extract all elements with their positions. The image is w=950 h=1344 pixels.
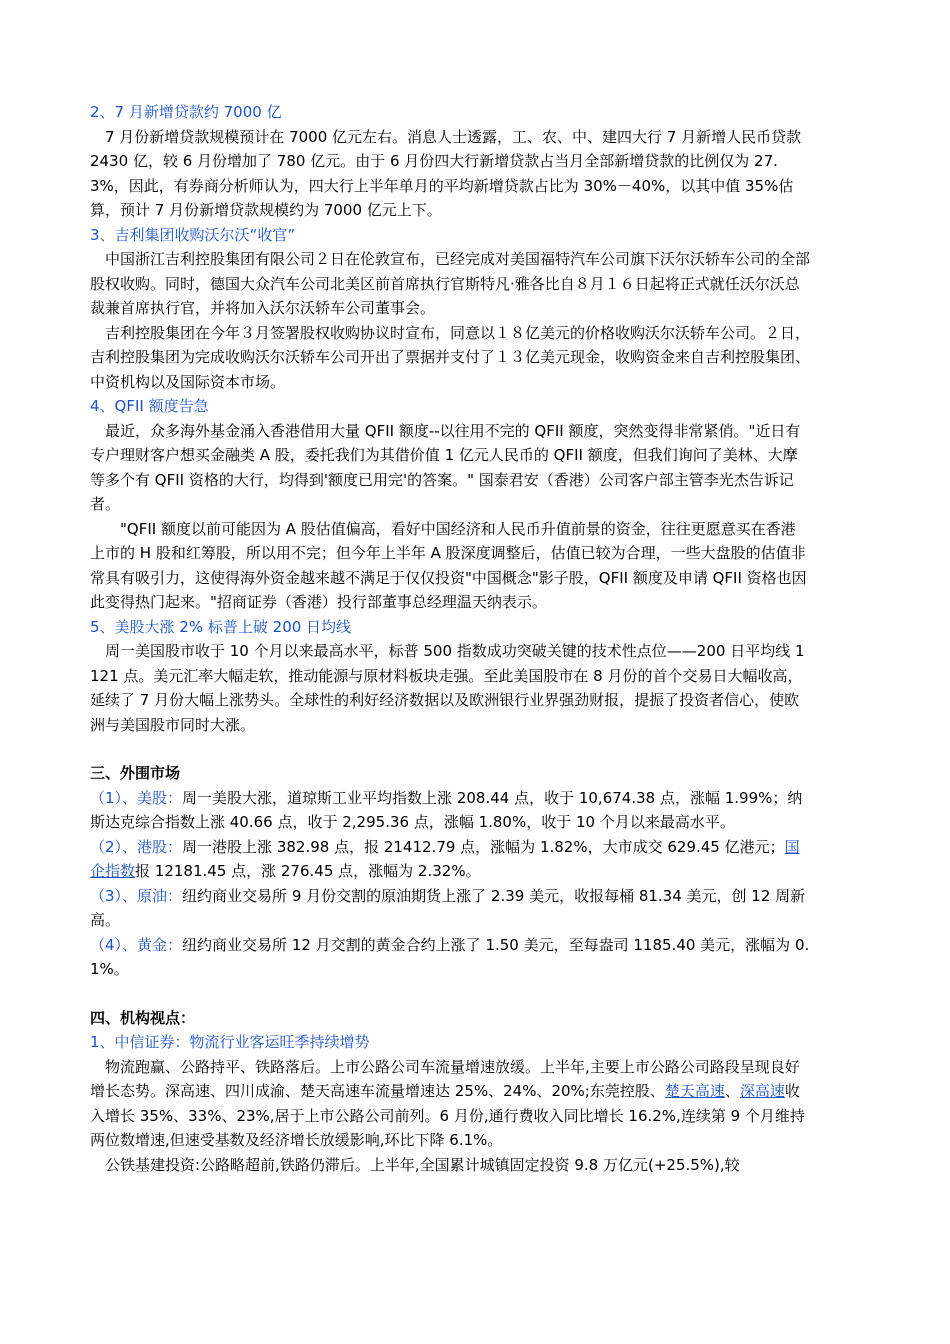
section-heading-qfii: 4、QFII 额度告急 xyxy=(90,397,209,415)
market-item-oil xyxy=(90,884,810,933)
paragraph-infrastructure: 公铁基建投资:公路略超前,铁路仍滞后。上半年,全国累计城镇固定投资 9.8 万亿元(+25.5%),较 xyxy=(105,1155,740,1174)
market-text-hk-a: 周一港股上涨 382.98 点，报 21412.79 点，涨幅为 1.82%，大市成交 629.45 亿港元； xyxy=(182,837,785,856)
paragraph-qfii-1: 最近，众多海外基金涌入香港借用大量 QFII 额度--以往用不完的 QFII 额度，突然变得非常紧俏。"近日有专户理财客户想买金融类 A 股，委托我们为其借价值 1 亿元人民币的 QFII 额度，但我们询问了美林、大摩等多个有 QFII 资格的大行，均得到'额度已用完'的答案。" 国泰君安（香港）公司客户部主管李光杰告诉记者。 xyxy=(90,421,801,513)
section-heading-geely: 3、吉利集团收购沃尔沃“收官” xyxy=(90,225,296,244)
paragraph-geely-2: 吉利控股集团在今年３月签署股权收购协议时宣布，同意以１８亿美元的价格收购沃尔沃轿车公司。２日，吉利控股集团为完成收购沃尔沃轿车公司开出了票据并支付了１３亿美元现金，收购资金来自吉利控股集团、中资机构以及国际资本市场。 xyxy=(90,323,811,391)
market-text-gold: 纽约商业交易所 12 月交割的黄金合约上涨了 1.50 美元，至每盎司 1185.40 美元，涨幅为 0.1%。 xyxy=(90,935,810,978)
logistics-text-a: 物流跑赢、公路持平、铁路落后。上市公路公司车流量增速放缓。上半年,主要上市公路公司路段呈现良好增长态势。深高速、四川成渝、楚天高速车流量增速达 25%、24%、20%;东莞控股、 xyxy=(90,1057,800,1100)
section-heading-institutions: 四、机构视点： xyxy=(90,1008,196,1027)
market-item-gold xyxy=(90,933,810,982)
market-item-us xyxy=(90,786,810,835)
paragraph-qfii-2: "QFII 额度以前可能因为 A 股估值偏高，看好中国经济和人民币升值前景的资金，往往更愿意买在香港上市的 H 股和红筹股，所以用不完；但今年上半年 A 股深度调整后，估值已较为合理，一些大盘股的估值非常具有吸引力，这使得海外资金越来越不满足于仅仅投资"中国概念"影子股，QFII 额度及申请 QFII 资格也因此变得热门起来。"招商证券（香港）投行部董事总经理温天纳表示。 xyxy=(90,519,807,611)
market-text-oil: 纽约商业交易所 9 月份交割的原油期货上涨了 2.39 美元，收报每桶 81.34 美元，创 12 周新高。 xyxy=(90,886,806,929)
section-heading-us-stocks: 5、美股大涨 2% 标普上破 200 日均线 xyxy=(90,617,352,636)
paragraph-loans: 7 月份新增贷款规模预计在 7000 亿元左右。消息人士透露，工、农、中、建四大行 7 月新增人民币贷款 2430 亿，较 6 月份增加了 780 亿元。由于 6 月份四大行新增贷款占当月全部新增贷款的比例仅为 27.3%，因此，有券商分析师认为，四大行上半年单月的平均新增贷款占比为 30%－40%，以其中值 35%估算，预计 7 月份新增贷款规模约为 7000 亿元上下。 xyxy=(90,127,802,219)
section-heading-loans: 2、7 月新增贷款约 7000 亿 xyxy=(90,103,282,121)
paragraph-geely-1: 中国浙江吉利控股集团有限公司２日在伦敦宣布，已经完成对美国福特汽车公司旗下沃尔沃轿车公司的全部股权收购。同时，德国大众汽车公司北美区前首席执行官斯特凡·雅各比自８月１６日起将正式就任沃尔沃总裁兼首席执行官，并将加入沃尔沃轿车公司董事会。 xyxy=(90,250,811,317)
section-heading-external-markets: 三、外围市场 xyxy=(90,764,181,782)
market-label-gold: （4）、黄金： xyxy=(90,935,183,954)
market-text-hk-b: 报 12181.45 点，涨 276.45 点，涨幅为 2.32%。 xyxy=(135,862,481,880)
logistics-text-b: 收入增长 35%、33%、23%,居于上市公路公司前列。6 月份,通行费收入同比增长 16.2%,连续第 9 个月维持两位数增速,但速受基数及经济增长放缓影响,环比下降 6.1%。 xyxy=(90,1082,805,1149)
market-label-oil: （3）、原油： xyxy=(90,886,183,905)
subheading-citic: 1、中信证券：物流行业客运旺季持续增势 xyxy=(90,1033,370,1051)
paragraph-logistics xyxy=(90,1055,810,1153)
market-label-us: （1）、美股： xyxy=(90,788,183,807)
link-state-enterprise-index[interactable]: 国企指数 xyxy=(90,837,800,880)
paragraph-us-stocks: 周一美国股市收于 10 个月以来最高水平，标普 500 指数成功突破关键的技术性点位——200 日平均线 1121 点。美元汇率大幅走软，推动能源与原材料板块走强。至此美国股市在 8 月份的首个交易日大幅收高，延续了 7 月份大幅上涨势头。全球性的利好经济数据以及欧洲银行业界强劲财报，提振了投资者信心，使欧洲与美国股市同时大涨。 xyxy=(90,642,805,734)
document-page xyxy=(90,100,810,1177)
market-label-hk: （2）、港股： xyxy=(90,837,183,856)
link-shenzhen-expressway[interactable]: 深高速 xyxy=(739,1082,785,1100)
logistics-sep: 、 xyxy=(724,1082,740,1100)
market-text-us: 周一美股大涨，道琼斯工业平均指数上涨 208.44 点，收于 10,674.38 点，涨幅 1.99%；纳斯达克综合指数上涨 40.66 点，收于 2,295.36 点，涨幅 1.80%，收于 10 个月以来最高水平。 xyxy=(90,788,803,831)
market-item-hk xyxy=(90,835,810,884)
link-chutian-expressway[interactable]: 楚天高速 xyxy=(664,1082,725,1100)
